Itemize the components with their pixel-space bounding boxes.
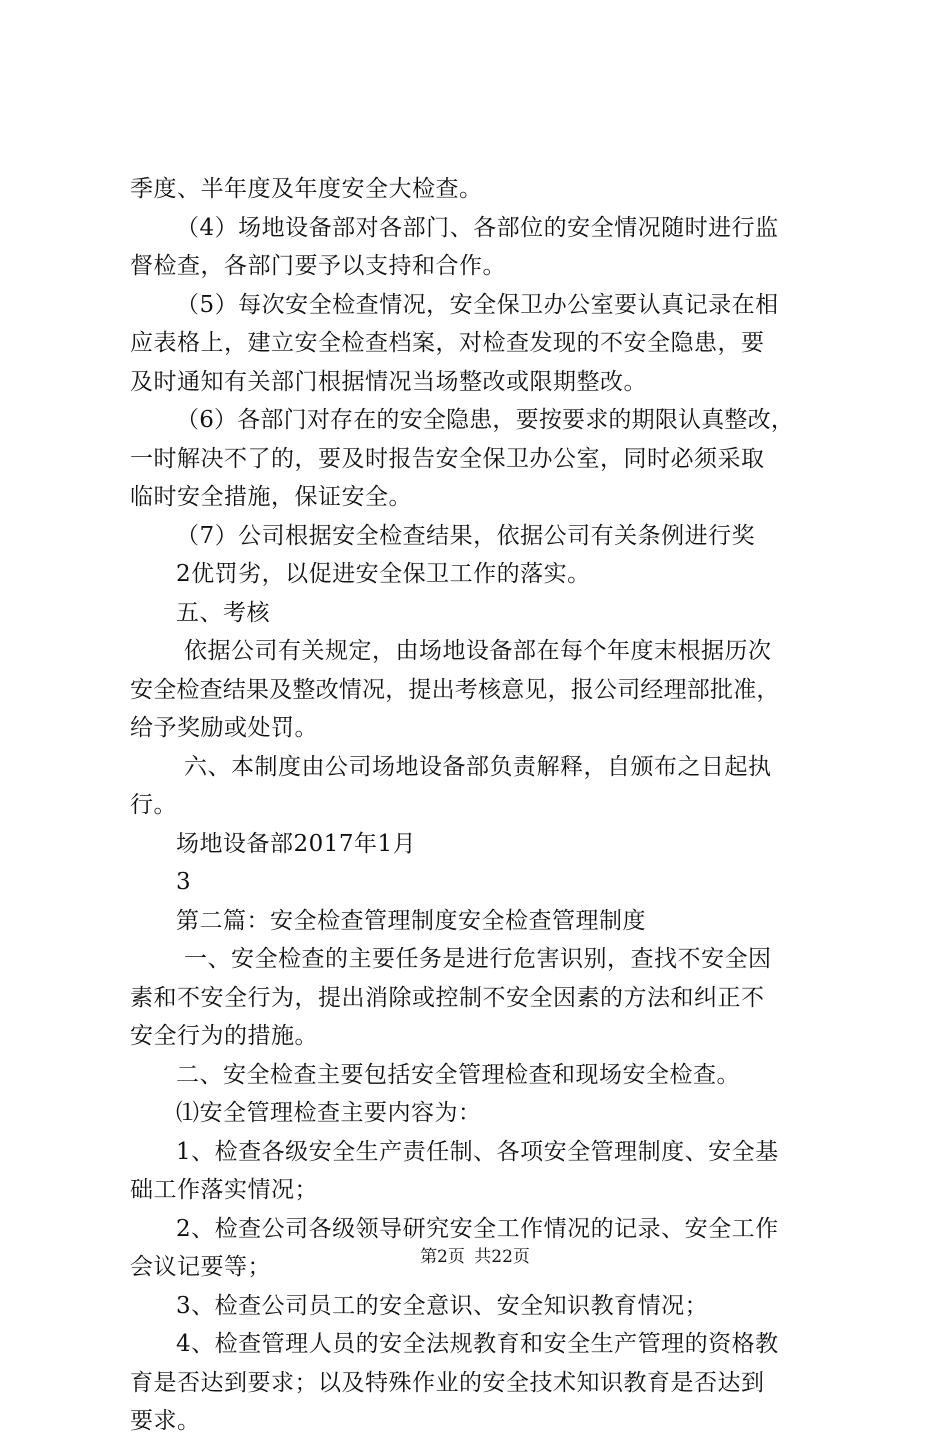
text-line: 季度、半年度及年度安全大检查。 (130, 176, 483, 202)
chapter-title: 第二篇：安全检查管理制度安全检查管理制度 (176, 907, 646, 934)
section-heading: 五、考核 (176, 599, 270, 626)
signature-line: 场地设备部2017年1月 (176, 830, 417, 857)
text-line: 3、检查公司员工的安全意识、安全知识教育情况； (176, 1292, 709, 1319)
text-line: 督检查，各部门要予以支持和合作。 (130, 253, 506, 279)
page-number-inline: 3 (176, 869, 192, 895)
page-number: 第2页 (420, 1247, 465, 1267)
text-line: 六、本制度由公司场地设备部负责解释，自颁布之日起执 (184, 753, 772, 780)
text-line: 2、检查公司各级领导研究安全工作情况的记录、安全工作 (176, 1215, 779, 1242)
text-line: 安全行为的措施。 (130, 1023, 318, 1049)
text-line: （6）各部门对存在的安全隐患，要按要求的期限认真整改， (176, 407, 795, 433)
text-line: （7）公司根据安全检查结果，依据公司有关条例进行奖 (176, 522, 756, 549)
text-line: 素和不安全行为，提出消除或控制不安全因素的方法和纠正不 (130, 984, 765, 1011)
text-line: 4、检查管理人员的安全法规教育和安全生产管理的资格教 (176, 1331, 779, 1357)
text-line: 临时安全措施，保证安全。 (130, 484, 412, 510)
text-line: 1、检查各级安全生产责任制、各项安全管理制度、安全基 (176, 1138, 779, 1165)
text-line: 一时解决不了的，要及时报告安全保卫办公室，同时必须采取 (130, 445, 765, 472)
text-line: 二、安全检查主要包括安全管理检查和现场安全检查。 (176, 1061, 740, 1088)
text-line: 会议记要等； (130, 1254, 271, 1280)
text-line: 安全检查结果及整改情况，提出考核意见，报公司经理部批准， (130, 676, 780, 703)
text-line: 育是否达到要求；以及特殊作业的安全技术知识教育是否达到 (130, 1369, 765, 1396)
text-line: 依据公司有关规定，由场地设备部在每个年度末根据历次 (184, 638, 772, 664)
page-footer (0, 1242, 950, 1267)
text-line: 础工作落实情况； (130, 1177, 318, 1203)
text-line: （4）场地设备部对各部门、各部位的安全情况随时进行监 (176, 214, 779, 241)
text-line: 行。 (130, 792, 177, 818)
text-line: ⑴安全管理检查主要内容为： (176, 1100, 482, 1126)
text-line: 要求。 (130, 1408, 201, 1434)
text-line: 应表格上，建立安全检查档案，对检查发现的不安全隐患，要 (130, 330, 765, 356)
text-line: （5）每次安全检查情况，安全保卫办公室要认真记录在相 (176, 291, 779, 318)
total-pages: 共22页 (474, 1247, 530, 1267)
text-line: 2优罚劣，以促进安全保卫工作的落实。 (176, 561, 591, 587)
text-line: 一、安全检查的主要任务是进行危害识别，查找不安全因 (184, 946, 772, 972)
text-line: 及时通知有关部门根据情况当场整改或限期整改。 (130, 368, 647, 395)
text-line: 给予奖励或处罚。 (130, 715, 318, 741)
